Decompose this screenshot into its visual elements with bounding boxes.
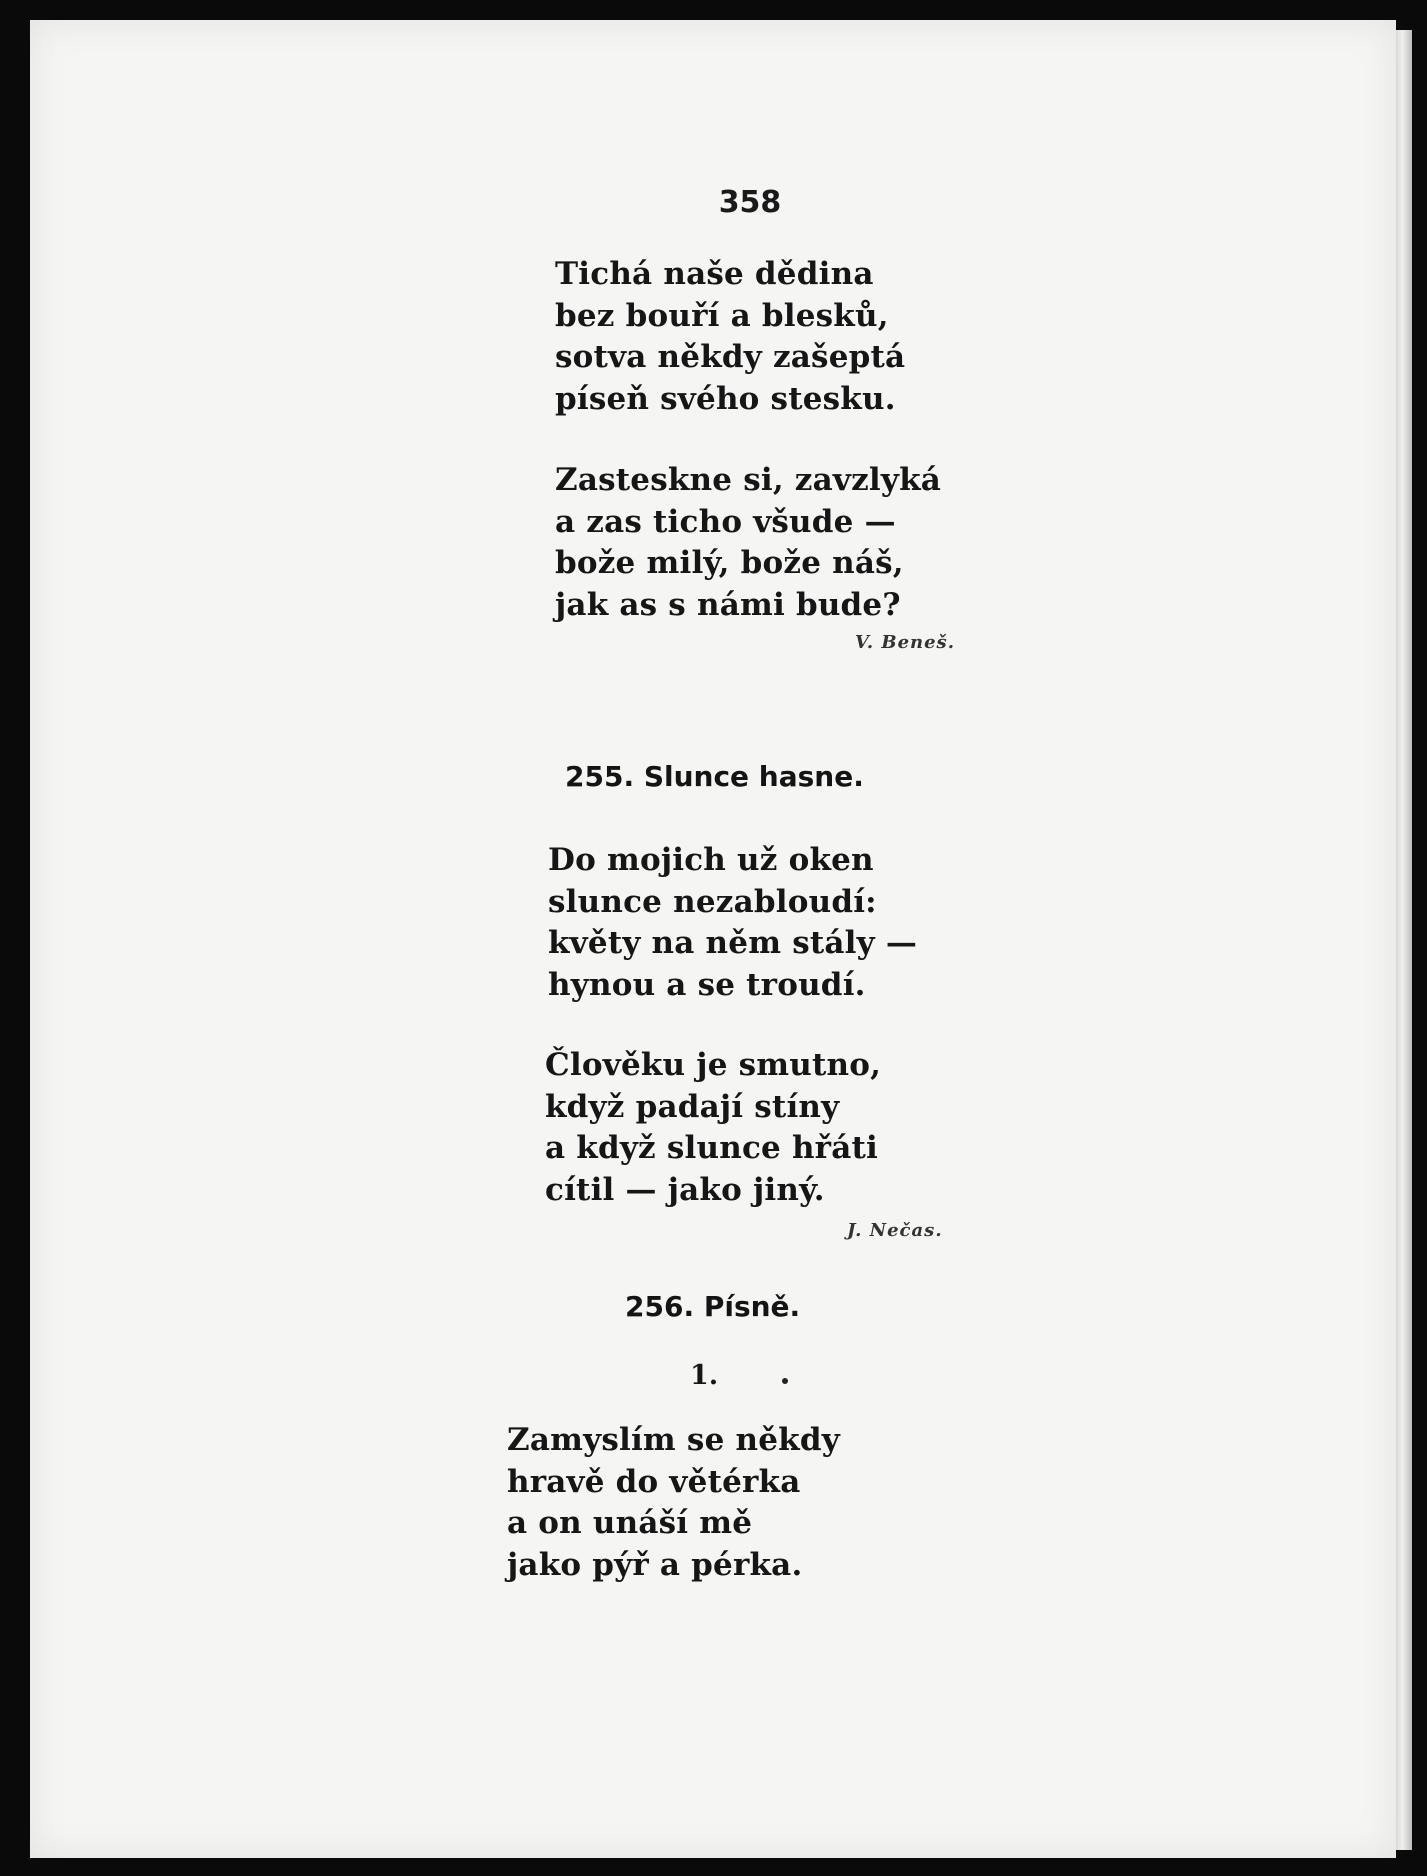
poem-255-title: 255. Slunce hasne. xyxy=(565,760,864,793)
verse-line: a on unáší mě xyxy=(507,1505,753,1541)
verse-line: když padají stíny xyxy=(545,1088,840,1125)
verse-line: a zas ticho všude — xyxy=(555,503,896,540)
book-page xyxy=(30,20,1396,1858)
poem-end-stanza-2 xyxy=(555,460,941,626)
verse-line: bez bouří a blesků, xyxy=(555,297,889,334)
page-number: 358 xyxy=(718,185,782,220)
verse-line: hravě do větérka xyxy=(507,1463,801,1500)
poem-255-author: J. Nečas. xyxy=(847,1220,943,1241)
verse-line: hynou a se troudí. xyxy=(548,966,866,1003)
verse-line: sotva někdy zašeptá xyxy=(555,339,906,375)
poem-256-part-number: 1. xyxy=(690,1360,719,1391)
verse-line: jako pýř a pérka. xyxy=(507,1546,803,1583)
ink-speck xyxy=(782,1378,788,1384)
verse-line: Zamyslím se někdy xyxy=(507,1422,840,1458)
verse-line: Do mojich už oken xyxy=(548,842,874,878)
verse-line: Tichá naše dědina xyxy=(555,256,874,292)
verse-line: slunce nezabloudí: xyxy=(548,883,877,920)
poem-255-stanza-1 xyxy=(548,840,917,1006)
verse-line: Zasteskne si, zavzlyká xyxy=(555,462,942,498)
poem-256-title: 256. Písně. xyxy=(625,1290,801,1323)
verse-line: jak as s námi bude? xyxy=(555,586,901,623)
poem-255-stanza-2 xyxy=(545,1045,881,1211)
verse-line: a když slunce hřáti xyxy=(545,1130,878,1166)
poem-end-author: V. Beneš. xyxy=(855,632,955,653)
verse-line: cítil — jako jiný. xyxy=(545,1171,825,1208)
verse-line: píseň svého stesku. xyxy=(555,380,896,417)
poem-end-stanza-1 xyxy=(555,254,905,420)
verse-line: bože milý, bože náš, xyxy=(555,545,904,581)
poem-256-stanza-1 xyxy=(507,1420,840,1586)
page-edge-shadow xyxy=(1396,30,1412,1850)
verse-line: Člověku je smutno, xyxy=(545,1047,882,1083)
verse-line: květy na něm stály — xyxy=(548,925,918,961)
